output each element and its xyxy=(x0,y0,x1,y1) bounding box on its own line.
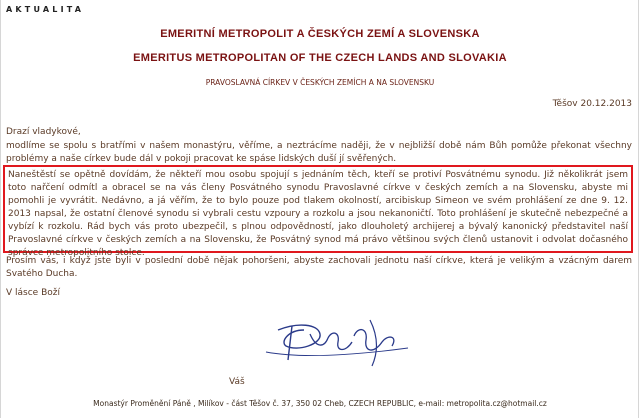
signature-image xyxy=(258,312,418,370)
letter-salutation: Drazí vladykové, xyxy=(6,127,81,137)
letter-signoff: Váš xyxy=(229,377,245,387)
letter-paragraph-3: Prosím vás, i když jste byli v poslední době nějak pohoršeni, abyste zachovali jednotu naší církve, která je velikým a vzácným darem Svatého Ducha. xyxy=(6,256,632,279)
letter-paragraph-1: modlíme se spolu s bratřími v našem monastýru, věříme, a neztrácíme naději, že v nejbližší době nám Bůh pomůže překonat všechny problémy a naše církev bude dál v pokoji pracovat ke spáse lidských duší jí svěřených. xyxy=(6,141,632,164)
church-subtitle: PRAVOSLAVNÁ CÍRKEV V ČESKÝCH ZEMÍCH A NA SLOVENSKU xyxy=(205,78,435,87)
letter-closing: V lásce Boží xyxy=(6,288,60,298)
letter-date: Těšov 20.12.2013 xyxy=(552,99,632,109)
section-label: AKTUALITA xyxy=(6,5,85,14)
footer-address: Monastýr Proměnění Páně , Milíkov - část Těšov č. 37, 350 02 Cheb, CZECH REPUBLIC, e-mail: metropolita.cz@hotmail.cz xyxy=(93,399,547,408)
page-title-english: EMERITUS METROPOLITAN OF THE CZECH LANDS AND SLOVAKIA xyxy=(133,52,507,64)
page-title-czech: EMERITNÍ METROPOLIT A ČESKÝCH ZEMÍ A SLOVENSKA xyxy=(160,28,480,40)
highlighted-paragraph: Naneštěstí se opětně dovídám, že někteří mou osobu spojují s jednáním těch, kteří se protiví Posvátnému synodu. Již několikrát jsem toto nařčení odmítl a obracel se na vás členy Posvátného synodu Pravoslavné církve v českých zemích a na Slovensku, abyste mi pomohli je vyvrátit. Nedávno, a já věřím, že to bylo pouze pod tlakem okolností, arcibiskup Simeon ve svém prohlášení ze dne 9. 12. 2013 napsal, že ostatní členové synodu si vybrali cestu vzpoury a rozkolu a jsou nekanoničtí. Toto prohlášení je skutečně nebezpečné a vybízí k rozkolu. Rád bych vás proto ubezpečil, s plnou odpovědností, jako dlouholetý archijerej a bývalý kanonický představitel naší Pravoslavné církve v českých zemích a na Slovensku, že Posvátný synod má právo většinou svých členů ustanovit i odvolat dočasného správce metropolitního stolce. xyxy=(3,165,633,253)
